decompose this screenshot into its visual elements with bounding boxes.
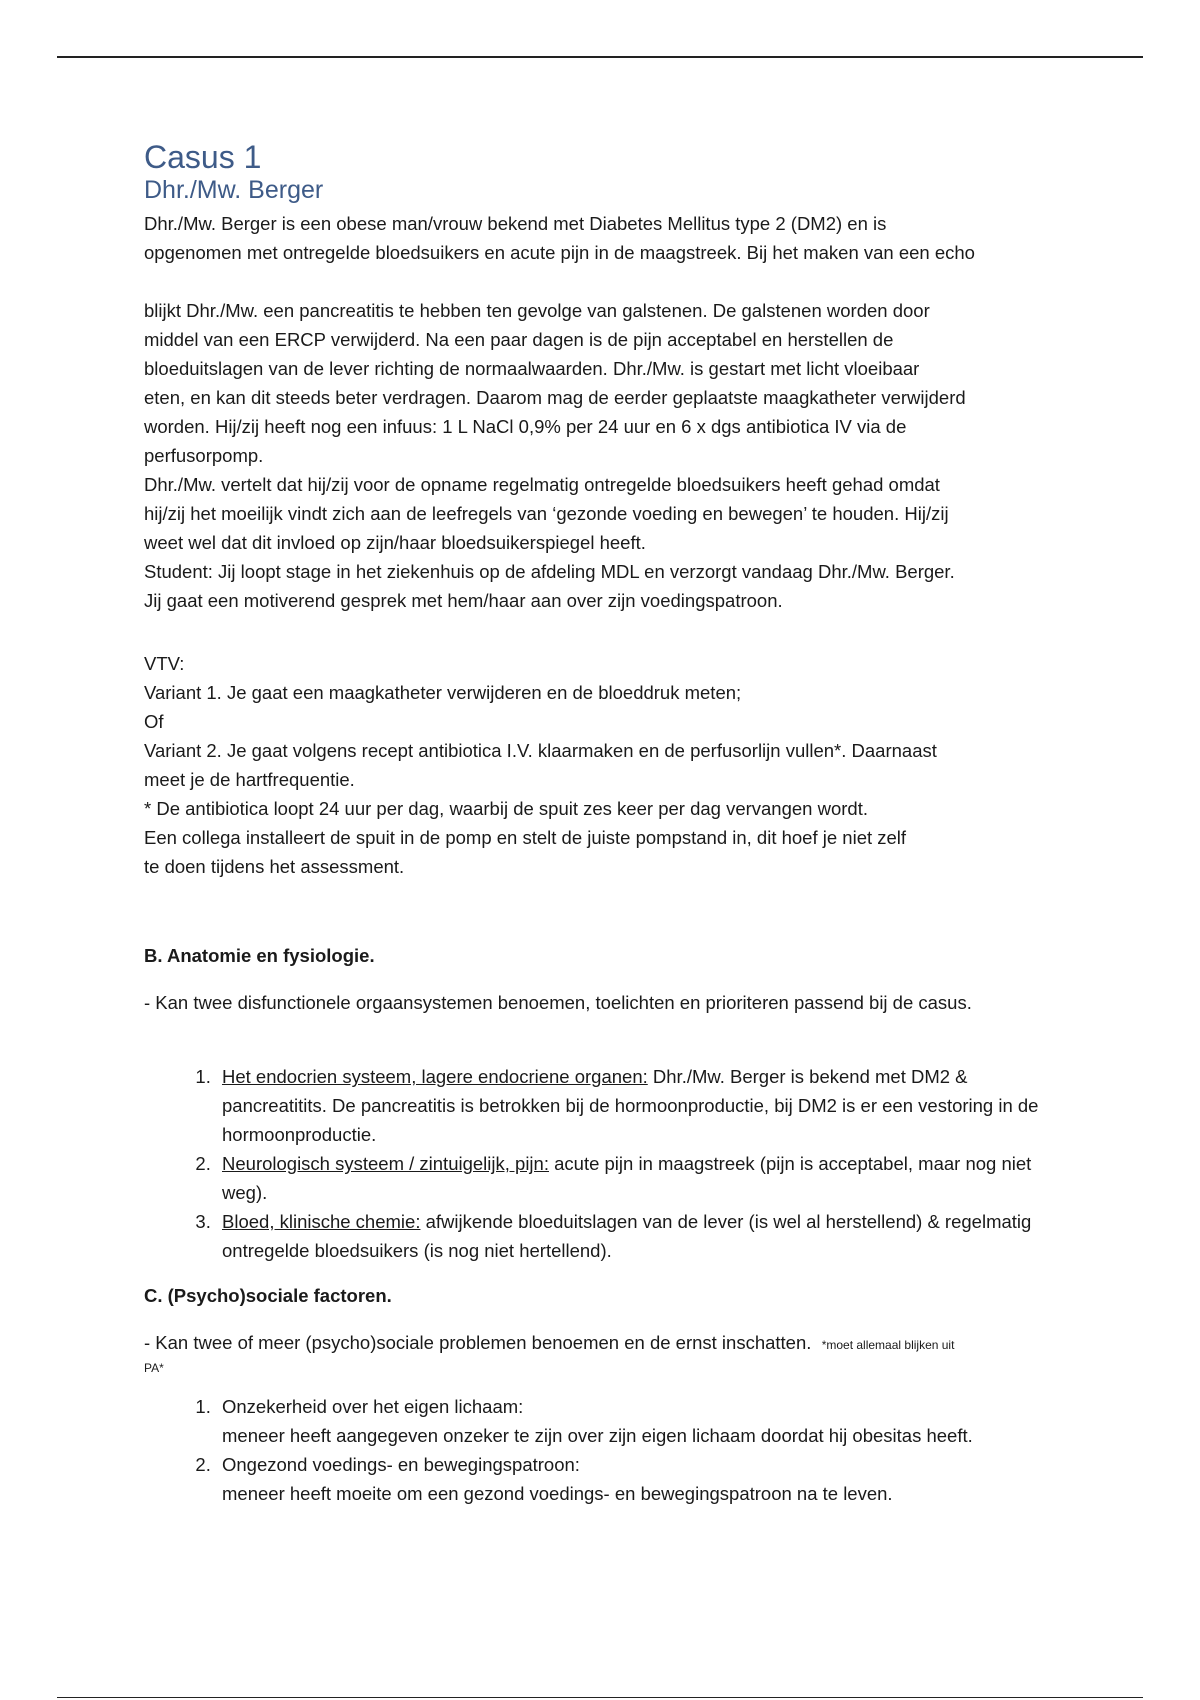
list-item	[216, 1207, 1064, 1265]
vtv-line: VTV:	[144, 653, 185, 675]
section-c-list	[144, 1392, 1064, 1508]
case-line: bloeduitslagen van de lever richting de normaalwaarden. Dhr./Mw. is gestart met licht vloeibaar	[144, 358, 920, 380]
section-b-description: - Kan twee disfunctionele orgaansystemen benoemen, toelichten en prioriteren passend bij de casus.	[144, 992, 972, 1014]
item-text: acute pijn in maagstreek (pijn is acceptabel, maar nog niet weg).	[222, 1153, 1032, 1204]
note-text: *moet allemaal blijken uit	[821, 1338, 955, 1353]
case-line: weet wel dat dit invloed op zijn/haar bloedsuikerspiegel heeft.	[144, 532, 646, 554]
case-line: blijkt Dhr./Mw. een pancreatitis te hebben ten gevolge van galstenen. De galstenen worden door	[144, 300, 930, 322]
item-text: afwijkende bloeduitslagen van de lever (is wel al herstellend) & regelmatig ontregelde bloedsuikers (is nog niet hertellend).	[222, 1211, 1032, 1262]
vtv-line: meet je de hartfrequentie.	[144, 769, 355, 791]
note-continuation: PA*	[144, 1361, 164, 1376]
case-line: hij/zij het moeilijk vindt zich aan de leefregels van ‘gezonde voeding en bewegen’ te houden. Hij/zij	[144, 503, 949, 525]
item-title: Onzekerheid over het eigen lichaam:	[222, 1396, 524, 1418]
list-item	[216, 1392, 1064, 1450]
spacer	[144, 881, 1064, 941]
list-item	[216, 1149, 1064, 1207]
item-label: Neurologisch systeem / zintuigelijk, pijn:	[222, 1153, 549, 1175]
item-title: Ongezond voedings- en bewegingspatroon:	[222, 1454, 580, 1476]
list-item	[216, 1062, 1064, 1149]
item-label: Bloed, klinische chemie:	[222, 1211, 421, 1233]
vtv-line: Variant 1. Je gaat een maagkatheter verwijderen en de bloeddruk meten;	[144, 682, 742, 704]
case-line: worden. Hij/zij heeft nog een infuus: 1 L NaCl 0,9% per 24 uur en 6 x dgs antibiotica IV via de	[144, 416, 907, 438]
case-line: perfusorpomp.	[144, 445, 264, 467]
vtv-line: * De antibiotica loopt 24 uur per dag, waarbij de spuit zes keer per dag vervangen wordt.	[144, 798, 868, 820]
footer-rule	[57, 1697, 1143, 1698]
spacer	[144, 615, 1064, 649]
spacer	[144, 267, 1064, 296]
vtv-line: Of	[144, 711, 164, 733]
description-text: - Kan twee of meer (psycho)sociale problemen benoemen en de ernst inschatten.	[144, 1332, 812, 1354]
document-title: Casus 1	[144, 139, 262, 175]
item-text: meneer heeft moeite om een gezond voedings- en bewegingspatroon na te leven.	[222, 1483, 893, 1505]
section-b-list	[144, 1062, 1064, 1265]
list-item	[216, 1450, 1064, 1508]
vtv-line: Een collega installeert de spuit in de pomp en stelt de juiste pompstand in, dit hoef je niet zelf	[144, 827, 907, 849]
item-text: Dhr./Mw. Berger is bekend met DM2 & pancreatitits. De pancreatitis is betrokken bij de hormoonproductie, bij DM2 is er een vestoring in de hormoonproductie.	[222, 1066, 1039, 1146]
section-b-heading: B. Anatomie en fysiologie.	[144, 945, 375, 967]
section-c-heading: C. (Psycho)sociale factoren.	[144, 1285, 392, 1307]
case-line: middel van een ERCP verwijderd. Na een paar dagen is de pijn acceptabel en herstellen de	[144, 329, 894, 351]
item-label: Het endocrien systeem, lagere endocriene organen:	[222, 1066, 648, 1088]
item-text: meneer heeft aangegeven onzeker te zijn over zijn eigen lichaam doordat hij obesitas heeft.	[222, 1425, 973, 1447]
vtv-line: te doen tijdens het assessment.	[144, 856, 405, 878]
intro-line-2: opgenomen met ontregelde bloedsuikers en acute pijn in de maagstreek. Bij het maken van een echo	[144, 242, 975, 264]
case-line: eten, en kan dit steeds beter verdragen. Daarom mag de eerder geplaatste maagkatheter verwijderd	[144, 387, 966, 409]
intro-line-1: Dhr./Mw. Berger is een obese man/vrouw bekend met Diabetes Mellitus type 2 (DM2) en is	[144, 213, 887, 235]
case-line: Jij gaat een motiverend gesprek met hem/haar aan over zijn voedingspatroon.	[144, 590, 783, 612]
header-rule	[57, 56, 1143, 58]
document-page	[144, 140, 1064, 1508]
vtv-line: Variant 2. Je gaat volgens recept antibiotica I.V. klaarmaken en de perfusorlijn vullen*. Daarnaast	[144, 740, 937, 762]
case-line: Student: Jij loopt stage in het ziekenhuis op de afdeling MDL en verzorgt vandaag Dhr./Mw. Berger.	[144, 561, 955, 583]
case-line: Dhr./Mw. vertelt dat hij/zij voor de opname regelmatig ontregelde bloedsuikers heeft gehad omdat	[144, 474, 940, 496]
document-subtitle: Dhr./Mw. Berger	[144, 176, 324, 205]
section-c-description	[144, 1328, 1064, 1360]
